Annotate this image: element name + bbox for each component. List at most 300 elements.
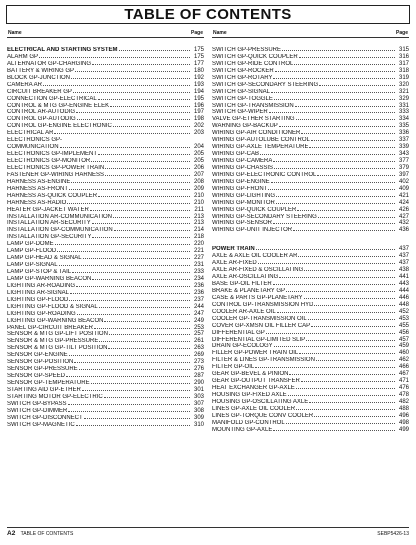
dot-leader	[104, 317, 190, 322]
toc-entry[interactable]	[7, 81, 204, 88]
toc-entry[interactable]	[212, 74, 409, 81]
toc-entry[interactable]	[212, 88, 409, 95]
dot-leader	[275, 67, 395, 72]
entry-page: 320	[398, 81, 409, 88]
toc-entry[interactable]	[7, 344, 204, 351]
dot-leader	[279, 273, 395, 278]
entry-name: LIGHTING GP-FLOOD & SIGNAL	[7, 303, 98, 310]
entry-name: LINES GP-AXLE OIL COOLER	[212, 405, 296, 412]
entry-name: WIRING GP-CAMERA	[212, 158, 273, 164]
entry-page: 427	[398, 213, 409, 220]
entry-name: FILLER GP-POWER TRAIN OIL	[212, 350, 299, 357]
dot-leader	[273, 157, 395, 162]
toc-entry[interactable]	[7, 178, 204, 185]
dot-leader	[309, 398, 395, 403]
toc-entry[interactable]	[212, 412, 409, 419]
toc-entry[interactable]	[212, 185, 409, 192]
entry-name: SENSOR GP-TEMPERATURE	[7, 380, 90, 386]
entry-name: LIGHTING GP-FLOOD	[7, 296, 69, 303]
entry-name: MANIFOLD GP-CONTROL	[212, 419, 285, 426]
dot-leader	[276, 192, 395, 197]
toc-entry[interactable]	[7, 379, 204, 386]
toc-entry[interactable]	[7, 67, 204, 74]
entry-name: CONTROL GP-ENGINE ELECTRONIC	[7, 123, 112, 130]
entry-name: WIRING GP-MONITOR	[212, 199, 275, 206]
entry-name: HARNESS AS-QUICK COUPLER	[7, 192, 98, 199]
toc-entry[interactable]	[212, 280, 409, 287]
entry-name: SENSOR & MTG GP-LIFT POSITION	[7, 331, 108, 338]
entry-page: 177	[193, 60, 204, 67]
entry-name: LINES GP-TORQUE CONV COOLER	[212, 412, 314, 419]
dot-leader	[39, 53, 190, 58]
entry-name: LAMP GP-STOP & TAIL	[7, 269, 72, 275]
dot-leader	[273, 219, 395, 224]
entry-page: 290	[193, 380, 204, 386]
entry-name: AXLE & AXLE OIL COOLER AR	[212, 253, 298, 260]
entry-name: WARNING GP-BACKUP	[212, 123, 278, 130]
entry-page: 303	[193, 393, 204, 400]
entry-name: GEAR GP-BEVEL & PINION	[212, 371, 289, 378]
toc-entry[interactable]	[7, 192, 204, 199]
entry-page: 249	[193, 317, 204, 324]
dot-leader	[308, 315, 395, 320]
entry-name: WIRING GP-AUTOLUBE CONTROL	[212, 137, 310, 144]
dot-leader	[256, 245, 395, 250]
entry-name: WIRING GP-LIGHTING	[212, 192, 275, 199]
toc-entry[interactable]	[7, 407, 204, 414]
entry-page: 462	[398, 357, 409, 364]
toc-entry[interactable]	[7, 414, 204, 421]
toc-entry[interactable]	[212, 53, 409, 60]
entry-page: 476	[398, 385, 409, 392]
dot-leader	[105, 164, 190, 169]
entry-name: ELECTRICAL AND STARTING SYSTEM	[7, 47, 118, 53]
entry-name: INSTALLATION GP-SECURITY	[7, 234, 92, 241]
entry-name: ALARM GP	[7, 53, 39, 60]
section-heading[interactable]	[7, 46, 204, 53]
toc-entry[interactable]	[212, 377, 409, 384]
dot-leader	[273, 74, 395, 79]
toc-entry[interactable]	[212, 322, 409, 329]
entry-page: 432	[398, 220, 409, 227]
toc-entry[interactable]	[7, 310, 204, 317]
entry-name: CONTROL GP-AUTODIG	[7, 116, 76, 123]
dot-leader	[288, 391, 395, 396]
toc-entry[interactable]	[212, 95, 409, 102]
entry-name: SENSOR GP-POSITION	[7, 359, 74, 366]
toc-entry[interactable]	[212, 226, 409, 233]
toc-entry[interactable]	[7, 157, 204, 164]
entry-page: 409	[398, 185, 409, 192]
entry-name: SWITCH GP-MAGNETIC	[7, 421, 75, 428]
entry-page: 315	[398, 47, 409, 53]
toc-entry[interactable]	[7, 317, 204, 324]
entry-name: CAMERA AR	[7, 81, 43, 88]
toc-entry[interactable]	[7, 129, 204, 136]
dot-leader	[54, 129, 190, 134]
toc-entry[interactable]	[7, 213, 204, 220]
toc-entry[interactable]	[7, 88, 204, 95]
toc-entry[interactable]	[7, 261, 204, 268]
entry-name: WIRING GP-ELECTRONIC CONTROL	[212, 171, 317, 178]
entry-name: HEATER GP-JACKET WATER	[7, 206, 89, 213]
toc-entry[interactable]	[7, 240, 204, 247]
entry-page: 466	[398, 364, 409, 371]
toc-entry[interactable]	[7, 53, 204, 60]
toc-entry[interactable]	[7, 372, 204, 379]
toc-entry[interactable]	[212, 336, 409, 343]
entry-page: 499	[398, 426, 409, 433]
toc-entry[interactable]	[7, 150, 204, 157]
entry-name: WIRING GP-AIR CONDITIONER	[212, 130, 301, 137]
toc-entry[interactable]	[212, 102, 409, 109]
toc-entry[interactable]	[212, 349, 409, 356]
entry-name: HARNESS AS-ENGINE	[7, 178, 71, 185]
entry-page: 498	[398, 419, 409, 426]
dot-leader	[286, 287, 395, 292]
entry-name: BATTERY & WIRING GP	[7, 67, 75, 74]
entry-page: 437	[398, 260, 409, 267]
dot-leader	[309, 143, 395, 148]
toc-entry[interactable]	[7, 74, 204, 81]
dot-leader	[57, 247, 190, 252]
toc-entry[interactable]	[212, 329, 409, 336]
entry-name: WIRING GP-AXLE TEMPERATURE	[212, 144, 309, 151]
toc-entry[interactable]	[7, 421, 204, 428]
entry-page: 317	[398, 60, 409, 67]
entry-name: INSTALLATION GP-COMMUNICATION	[7, 227, 113, 234]
entry-name: SWITCH GP-TOGGLE	[212, 95, 273, 102]
entry-page: 208	[193, 178, 204, 185]
toc-entry[interactable]	[7, 247, 204, 254]
entry-name: ELECTRICAL AR	[7, 130, 54, 137]
entry-page: 426	[398, 206, 409, 213]
entry-page: 402	[398, 178, 409, 185]
entry-page: 308	[193, 407, 204, 414]
dot-leader	[299, 349, 395, 354]
toc-entry[interactable]	[7, 400, 204, 407]
toc-entry[interactable]	[212, 363, 409, 370]
toc-entry[interactable]	[7, 393, 204, 400]
entry-page: 257	[193, 331, 204, 338]
entry-page: 379	[398, 164, 409, 171]
toc-entry[interactable]	[7, 330, 204, 337]
entry-page: 214	[193, 227, 204, 234]
entry-page: 478	[398, 392, 409, 398]
entry-page: 441	[398, 274, 409, 281]
entry-page: 331	[398, 102, 409, 109]
entry-name: LIGHTING AR-ROADING	[7, 282, 76, 289]
entry-page: 198	[193, 116, 204, 123]
dot-leader	[274, 95, 395, 100]
dot-leader	[317, 171, 395, 176]
toc-entry[interactable]	[7, 219, 204, 226]
toc-entry[interactable]	[212, 178, 409, 185]
dot-leader	[79, 365, 190, 370]
toc-entry[interactable]	[7, 164, 204, 171]
entry-page: 321	[398, 88, 409, 95]
entry-page: 269	[193, 352, 204, 359]
dot-leader	[71, 178, 190, 183]
toc-entry[interactable]	[212, 67, 409, 74]
toc-entry[interactable]	[212, 273, 409, 280]
entry-page: 309	[193, 414, 204, 421]
entry-name: LAMP GP-FLOOD	[7, 248, 57, 255]
entry-name: POWER TRAIN	[212, 246, 255, 253]
entry-page: 180	[193, 67, 204, 74]
toc-entry[interactable]	[7, 233, 204, 240]
toc-entry[interactable]	[7, 337, 204, 344]
entry-page: 452	[398, 308, 409, 315]
dot-leader	[314, 301, 395, 306]
dot-leader	[76, 421, 190, 426]
dot-leader	[74, 358, 190, 363]
toc-entry[interactable]	[7, 351, 204, 358]
entry-name: SENSOR & MTG GP-PRESSURE	[7, 338, 99, 345]
dot-leader	[83, 254, 190, 259]
entry-page: 236	[193, 282, 204, 289]
toc-entry[interactable]	[7, 365, 204, 372]
dot-leader	[108, 344, 190, 349]
toc-entry[interactable]	[7, 108, 204, 115]
dot-leader	[91, 379, 190, 384]
dot-leader	[73, 88, 190, 93]
entry-page: 236	[193, 289, 204, 296]
toc-entry[interactable]	[7, 226, 204, 233]
toc-entry[interactable]	[212, 266, 409, 273]
toc-entry[interactable]	[212, 60, 409, 67]
toc-entry[interactable]	[7, 386, 204, 393]
toc-entry[interactable]	[212, 301, 409, 308]
entry-name: GEAR GP-OUTPUT TRANSFER	[212, 378, 300, 385]
toc-entry[interactable]	[212, 129, 409, 136]
entry-name: FILTER & LINES GP-TRANSMISSION	[212, 357, 315, 364]
dot-leader	[76, 108, 190, 113]
toc-entry[interactable]	[7, 275, 204, 282]
entry-page: 195	[193, 95, 204, 102]
toc-entry[interactable]	[212, 294, 409, 301]
dot-leader	[98, 150, 190, 155]
dot-leader	[84, 414, 190, 419]
toc-entry[interactable]	[212, 164, 409, 171]
entry-name: SWITCH GP-QUICK COUPLER	[212, 53, 298, 60]
entry-name: LIGHTING GP-ROADING	[7, 310, 76, 317]
toc-entry[interactable]	[212, 384, 409, 391]
entry-page: 453	[398, 315, 409, 322]
entry-page: 460	[398, 350, 409, 357]
dot-leader	[293, 226, 395, 231]
dot-leader	[69, 351, 190, 356]
entry-page: 333	[398, 109, 409, 116]
entry-name: COOLER AR-AXLE OIL	[212, 308, 276, 315]
entry-name: SWITCH GP-ROCKER	[212, 67, 274, 74]
toc-entry[interactable]	[212, 115, 409, 122]
toc-entry[interactable]	[7, 95, 204, 102]
dot-leader	[76, 282, 190, 287]
dot-leader	[304, 266, 395, 271]
entry-page: 310	[193, 421, 204, 428]
toc-entry[interactable]	[212, 192, 409, 199]
toc-entry[interactable]	[7, 303, 204, 310]
entry-page: 337	[398, 137, 409, 144]
toc-entry[interactable]	[7, 185, 204, 192]
toc-entry[interactable]	[7, 296, 204, 303]
toc-entry[interactable]	[212, 342, 409, 349]
dot-leader	[295, 102, 395, 107]
dot-leader	[311, 136, 395, 141]
toc-entry[interactable]	[212, 122, 409, 129]
dot-leader	[59, 261, 190, 266]
entry-page: 457	[398, 336, 409, 343]
entry-name: COMMUNICATION	[7, 144, 59, 151]
page-header: Page	[396, 30, 408, 36]
entry-name: ALTERNATOR GP-CHARGING	[7, 60, 92, 67]
toc-entry[interactable]	[7, 206, 204, 213]
toc-entry[interactable]	[212, 398, 409, 405]
dot-leader	[55, 240, 190, 245]
entry-page: 437	[398, 246, 409, 253]
dot-leader	[255, 363, 395, 368]
toc-entry[interactable]	[212, 315, 409, 322]
toc-entry[interactable]	[212, 391, 409, 398]
toc-entry[interactable]	[212, 259, 409, 266]
name-header: Name	[213, 30, 227, 36]
toc-entry[interactable]	[212, 252, 409, 259]
dot-leader	[306, 336, 395, 341]
entry-name: INSTALLATION AR-SECURITY	[7, 220, 91, 227]
dot-leader	[72, 268, 190, 273]
toc-entry[interactable]	[212, 206, 409, 213]
toc-entry[interactable]	[212, 150, 409, 157]
section-heading[interactable]	[212, 245, 409, 252]
entry-page: 207	[193, 171, 204, 178]
dot-leader	[299, 53, 395, 58]
toc-entry[interactable]	[7, 143, 204, 150]
entry-page: 438	[398, 267, 409, 274]
entry-name: ELECTRONICS GP-IMPLEMENT	[7, 151, 98, 158]
toc-entry[interactable]	[7, 136, 204, 143]
entry-name: BASE GP-OIL FILTER	[212, 281, 272, 287]
dot-leader	[82, 386, 190, 391]
toc-entry[interactable]	[212, 426, 409, 433]
entry-name: SWITCH GP-SECONDARY STEERING	[212, 81, 319, 88]
dot-leader	[279, 122, 395, 127]
entry-name: SWITCH GP-ROTARY	[212, 74, 273, 81]
toc-entry[interactable]	[212, 108, 409, 115]
toc-entry[interactable]	[7, 254, 204, 261]
toc-entry[interactable]	[7, 199, 204, 206]
entry-name: SWITCH GP-DIMMER	[7, 407, 68, 414]
dot-leader	[98, 192, 190, 197]
entry-page: 377	[398, 158, 409, 164]
toc-entry[interactable]	[212, 199, 409, 206]
toc-entry[interactable]	[212, 219, 409, 226]
entry-page: 244	[193, 303, 204, 310]
toc-entry[interactable]	[7, 60, 204, 67]
toc-entry[interactable]	[7, 358, 204, 365]
toc-entry[interactable]	[212, 419, 409, 426]
dot-leader	[318, 213, 395, 218]
entry-name: VALVE GP-ETHER STARTING	[212, 116, 295, 123]
dot-leader	[294, 60, 395, 65]
toc-entry[interactable]	[7, 268, 204, 275]
entry-name: CONTROL GP-TRANSMISSION HYD	[212, 301, 314, 308]
page-header: Page	[191, 30, 203, 36]
entry-page: 194	[193, 88, 204, 95]
toc-entry[interactable]	[212, 287, 409, 294]
toc-entry[interactable]	[212, 405, 409, 412]
dot-leader	[286, 419, 395, 424]
toc-entry[interactable]	[7, 102, 204, 109]
entry-page: 437	[398, 253, 409, 260]
dot-leader	[314, 412, 395, 417]
toc-entry[interactable]	[212, 370, 409, 377]
toc-entry[interactable]	[212, 171, 409, 178]
toc-entry[interactable]	[212, 213, 409, 220]
dot-leader	[67, 199, 190, 204]
dot-leader	[297, 206, 395, 211]
entry-name: COOLER GP-TRANSMISSION OIL	[212, 315, 307, 322]
toc-entry[interactable]	[212, 143, 409, 150]
entry-page: 496	[398, 412, 409, 419]
entry-page: 205	[193, 151, 204, 158]
entry-name: LAMP GP-HEAD & SIGNAL	[7, 255, 82, 262]
entry-page: 421	[398, 192, 409, 199]
toc-entry[interactable]	[212, 81, 409, 88]
toc-entry[interactable]	[212, 356, 409, 363]
entry-page: 397	[398, 171, 409, 178]
entry-page: 456	[398, 329, 409, 336]
toc-entry[interactable]	[7, 171, 204, 178]
entry-name: STARTING AID GP-ETHER	[7, 386, 81, 393]
right-column	[212, 30, 409, 516]
entry-name: LAMP GP-DOME	[7, 241, 54, 248]
entry-page: 471	[398, 378, 409, 385]
entry-page: 227	[193, 255, 204, 262]
entry-page: 211	[194, 206, 204, 213]
dot-leader	[92, 233, 190, 238]
dot-leader	[296, 405, 395, 410]
toc-entry[interactable]	[7, 122, 204, 129]
entry-page: 446	[398, 294, 409, 301]
entry-page: 436	[398, 227, 409, 234]
entry-page: 467	[398, 371, 409, 378]
entry-page: 234	[193, 275, 204, 282]
toc-entry[interactable]	[212, 136, 409, 143]
entry-page: 316	[398, 53, 409, 60]
dot-leader	[289, 370, 395, 375]
entry-name: WIRING GP-SENSOR	[212, 220, 273, 227]
dot-leader	[304, 294, 395, 299]
entry-page: 318	[398, 67, 409, 74]
entry-page: 263	[193, 345, 204, 352]
entry-name: CONTROL & MTG GP-ENGINE ELEK	[7, 102, 110, 109]
toc-entry[interactable]	[212, 308, 409, 315]
contents-columns	[7, 30, 409, 516]
toc-entry[interactable]	[7, 282, 204, 289]
dot-leader	[319, 81, 395, 86]
toc-entry[interactable]	[7, 289, 204, 296]
document-code: SEBP5426-13	[377, 531, 409, 537]
entry-page: 335	[398, 123, 409, 130]
entry-name: BLOCK GP-JUNCTION	[7, 74, 71, 81]
toc-entry[interactable]	[7, 324, 204, 331]
toc-entry[interactable]	[7, 115, 204, 122]
entry-page: 448	[398, 301, 409, 308]
toc-entry[interactable]	[212, 46, 409, 53]
toc-entry[interactable]	[212, 157, 409, 164]
dot-leader	[277, 308, 395, 313]
